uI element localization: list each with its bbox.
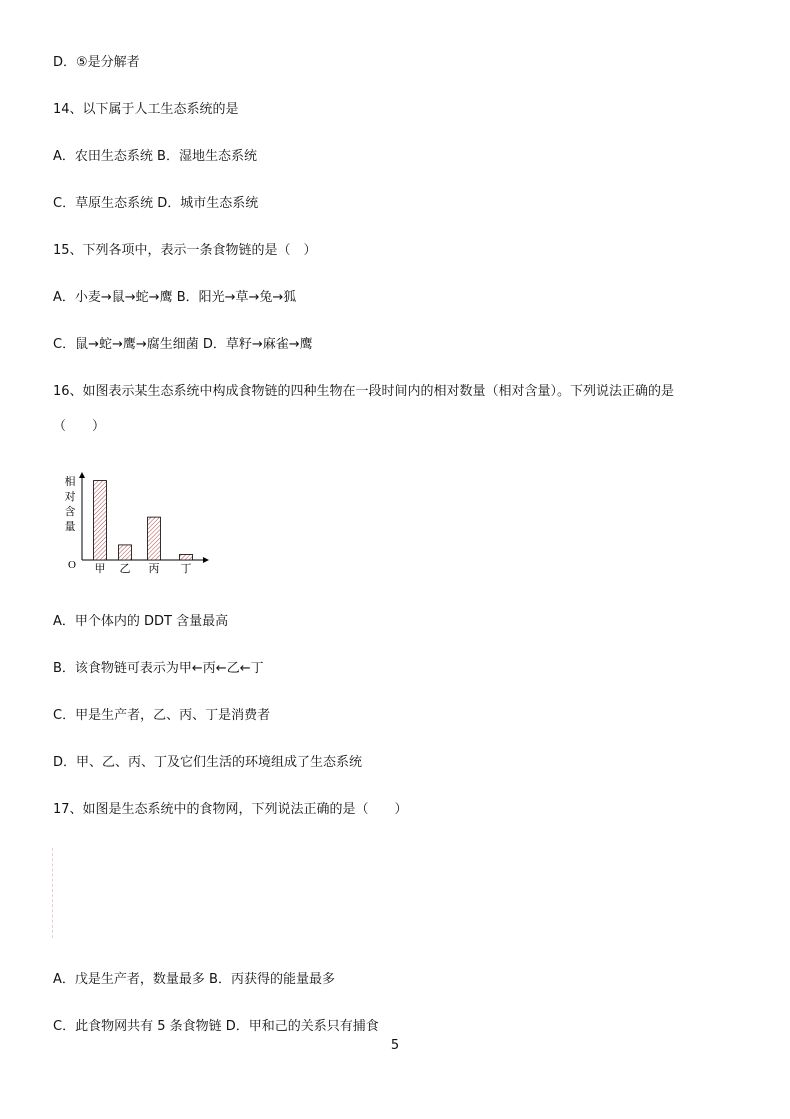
option-16d: D．甲、乙、丙、丁及它们生活的环境组成了生态系统	[53, 755, 363, 770]
question-15: 15、下列各项中，表示一条食物链的是（ ）	[53, 243, 317, 258]
y-axis-label	[65, 474, 76, 533]
y-label-char-2: 含	[64, 505, 76, 518]
options-14ab: A．农田生态系统 B．湿地生态系统	[53, 149, 257, 164]
option-16c: C．甲是生产者，乙、丙、丁是消费者	[53, 708, 271, 723]
option-16a: A．甲个体内的 DDT 含量最高	[53, 614, 229, 629]
origin-label: O	[68, 559, 76, 571]
x-axis-arrow	[203, 557, 209, 563]
bar-chart	[58, 470, 218, 585]
options-15ab: A．小麦→鼠→蛇→鹰 B．阳光→草→兔→狐	[53, 290, 297, 305]
y-label-char-3: 量	[64, 520, 76, 533]
options-17ab: A．戊是生产者，数量最多 B．丙获得的能量最多	[53, 972, 335, 987]
y-label-char-1: 对	[64, 490, 76, 503]
bar-1	[119, 545, 132, 560]
x-tick-label-0: 甲	[94, 562, 106, 575]
y-label-char-0: 相	[64, 475, 76, 488]
option-16b: B．该食物链可表示为甲←丙←乙←丁	[53, 661, 264, 676]
page-number: 5	[390, 1038, 400, 1053]
bar-0	[94, 481, 107, 560]
food-web-image	[52, 848, 61, 938]
question-16: 16、如图表示某生态系统中构成食物链的四种生物在一段时间内的相对数量（相对含量）。下列说法正确的是	[53, 384, 675, 399]
bar-2	[148, 517, 161, 560]
options-15cd: C．鼠→蛇→鹰→腐生细菌 D．草籽→麻雀→鹰	[53, 337, 313, 352]
question-17: 17、如图是生态系统中的食物网，下列说法正确的是（ ）	[53, 802, 408, 817]
options-17cd: C．此食物网共有 5 条食物链 D．甲和己的关系只有捕食	[53, 1019, 379, 1034]
y-axis-arrow	[79, 472, 85, 478]
x-tick-label-1: 乙	[119, 562, 131, 575]
question-16-paren: （ ）	[53, 419, 106, 434]
bar-3	[180, 554, 193, 560]
x-tick-label-2: 丙	[148, 562, 160, 575]
x-tick-label-3: 丁	[180, 562, 192, 575]
option-13d: D．⑤是分解者	[53, 55, 140, 70]
question-14: 14、以下属于人工生态系统的是	[53, 102, 239, 117]
options-14cd: C．草原生态系统 D．城市生态系统	[53, 196, 259, 211]
